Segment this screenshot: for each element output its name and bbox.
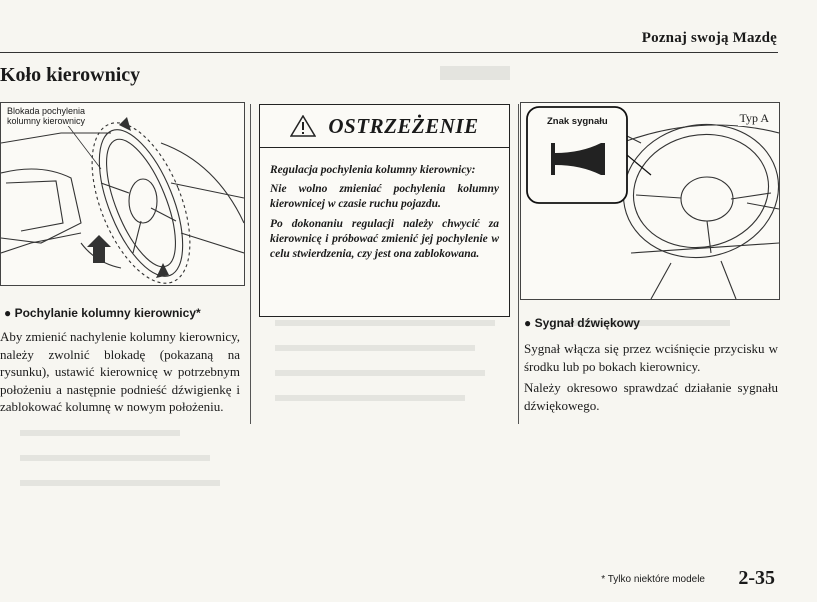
warning-header	[260, 105, 509, 148]
warning-title: OSTRZEŻENIE	[328, 113, 479, 138]
horn-steering-illustration	[521, 103, 779, 299]
header-rule	[0, 52, 778, 53]
horn-body-text	[524, 340, 778, 414]
horn-paragraph: Należy okresowo sprawdzać działanie sygnału dźwiękowego.	[524, 380, 778, 413]
warning-body	[270, 163, 499, 266]
bullet-icon: ●	[524, 316, 532, 330]
type-label: Typ A	[739, 111, 769, 125]
warning-box	[259, 104, 510, 317]
horn-figure	[520, 102, 780, 300]
column-divider-right	[518, 104, 519, 424]
page-number: 2-35	[738, 567, 775, 589]
warning-paragraph: Po dokonaniu regulacji należy chwycić za kierownicę i próbować zmienić jej pochylenie w celu stwierdzenia, czy jest ona zablokowana.	[270, 217, 499, 261]
column-divider-left	[250, 104, 251, 424]
steering-tilt-figure	[0, 102, 245, 286]
horn-bullet-label: Sygnał dźwiękowy	[534, 316, 640, 330]
horn-label: Znak sygnału	[547, 116, 608, 127]
tilt-lock-callout: Blokada pochylenia kolumny kierownicy	[7, 106, 97, 126]
steering-wheel-tilt-illustration	[1, 103, 244, 285]
section-title: Koło kierownicy	[0, 64, 141, 86]
tilt-bullet-label: Pochylanie kolumny kierownicy*	[14, 306, 201, 320]
running-header-title: Poznaj swoją Mazdę	[641, 30, 777, 46]
horn-bullet-heading	[524, 316, 640, 330]
warning-triangle-icon	[290, 115, 316, 137]
horn-paragraph: Sygnał włącza się przez wciśnięcie przycisku w środku lub po bokach kierownicy.	[524, 341, 778, 374]
footnote: * Tylko niektóre modele	[601, 574, 705, 585]
tilt-bullet-heading	[4, 306, 201, 320]
warning-paragraph: Regulacja pochylenia kolumny kierownicy:	[270, 164, 476, 176]
bullet-icon: ●	[4, 306, 12, 320]
tilt-body-text: Aby zmienić nachylenie kolumny kierownicy, należy zwolnić blokadę (pokazaną na rysunku), ustawić kierownicę w potrzebnym położeniu a następnie podnieść dźwigienkę i zablokować kolumnę w nowym położeniu.	[0, 329, 240, 414]
warning-paragraph: Nie wolno zmieniać pochylenia kolumny kierownicej w czasie ruchu pojazdu.	[270, 183, 499, 211]
